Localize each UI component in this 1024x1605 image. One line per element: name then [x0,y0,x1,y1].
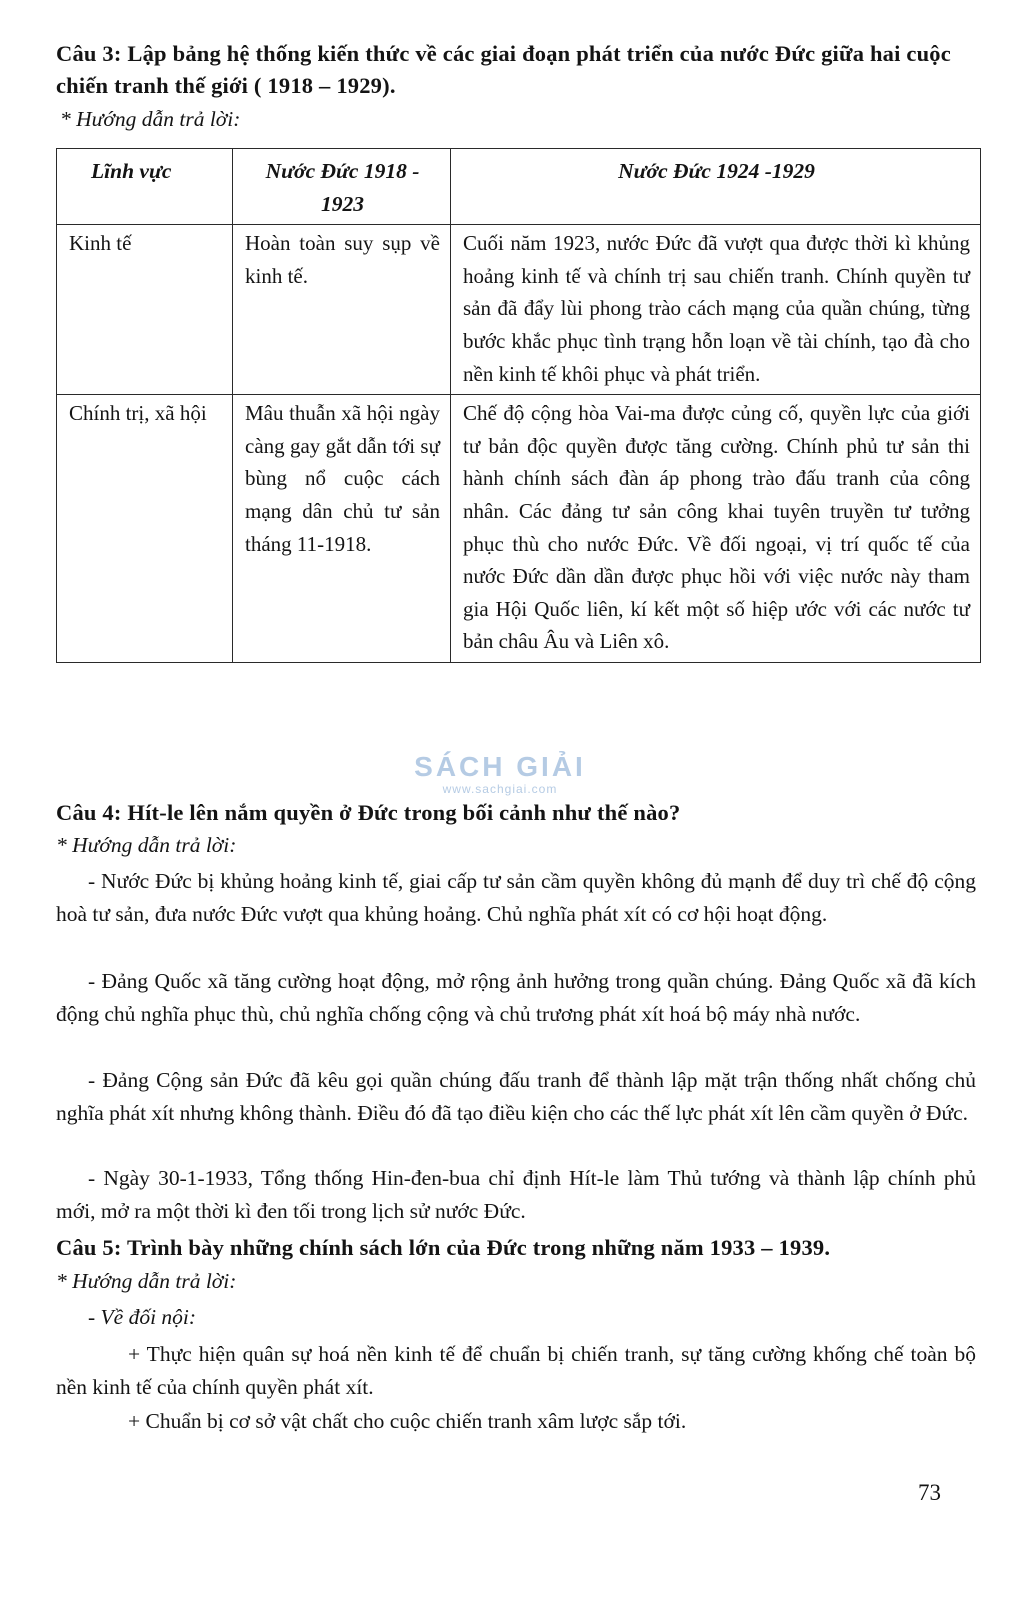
cell-period-1: Hoàn toàn suy sụp về kinh tế. [233,225,451,395]
cell-period-2: Cuối năm 1923, nước Đức đã vượt qua được thời kì khủng hoảng kinh tế và chính trị sau chiến tranh. Chính quyền tư sản đã đẩy lùi phong trào cách mạng của quần chúng, từng bước khắc phục tình trạng hỗn loạn về tài chính, tạo đà cho nền kinh tế khôi phục và phát triển. [451,225,981,395]
watermark-logo [400,752,600,796]
question-4-title: Câu 4: Hít-le lên nắm quyền ở Đức trong bối cảnh như thế nào? [56,800,681,825]
question-4-paragraph-1: - Nước Đức bị khủng hoảng kinh tế, giai cấp tư sản cầm quyền không đủ mạnh để duy trì chế độ cộng hoà tư sản, đưa nước Đức vượt qua khủng hoảng. Chủ nghĩa phát xít có cơ hội hoạt động. [56,869,976,926]
table-row [57,395,981,663]
cell-period-1: Mâu thuẫn xã hội ngày càng gay gắt dẫn tới sự bùng nổ cuộc cách mạng dân chủ tư sản tháng 11-1918. [233,395,451,663]
header-field: Lĩnh vực [57,149,233,225]
header-period-1918-1923: Nước Đức 1918 - 1923 [233,149,451,225]
cell-period-2: Chế độ cộng hòa Vai-ma được củng cố, quyền lực của giới tư bản độc quyền được tăng cường. Chính phủ tư sản thi hành chính sách đàn áp phong trào đấu tranh của công nhân. Các đảng tư sản công khai tuyên truyền tư tưởng phục thù cho nước Đức. Về đối ngoại, vị trí quốc tế của nước Đức dần dần được phục hồi với việc nước này tham gia Hội Quốc liên, kí kết một số hiệp ước với các nước tư bản châu Âu và Liên xô. [451,395,981,663]
question-5-hint: * Hướng dẫn trả lời: [56,1269,237,1293]
question-5-item-1: + Thực hiện quân sự hoá nền kinh tế để chuẩn bị chiến tranh, sự tăng cường khống chế toàn bộ nền kinh tế của chính quyền phát xít. [56,1342,976,1399]
question-4-hint: * Hướng dẫn trả lời: [56,833,237,857]
table-header-row [57,149,981,225]
question-3-title: Câu 3: Lập bảng hệ thống kiến thức về các giai đoạn phát triển của nước Đức giữa hai cuộc chiến tranh thế giới ( 1918 – 1929). [56,41,951,98]
cell-field: Chính trị, xã hội [57,395,233,663]
page-number: 73 [918,1480,941,1505]
question-5-subheading: - Về đối nội: [88,1305,197,1329]
question-3-hint: * Hướng dẫn trả lời: [60,107,241,131]
header-period-1924-1929: Nước Đức 1924 -1929 [451,149,981,225]
question-4-paragraph-4: - Ngày 30-1-1933, Tổng thống Hin-đen-bua chỉ định Hít-le làm Thủ tướng và thành lập chính phủ mới, mở ra một thời kì đen tối trong lịch sử nước Đức. [56,1166,976,1223]
table-row [57,225,981,395]
question-5-title: Câu 5: Trình bày những chính sách lớn của Đức trong những năm 1933 – 1939. [56,1235,831,1260]
cell-field: Kinh tế [57,225,233,395]
watermark-text: SÁCH GIẢI [414,751,586,782]
knowledge-table [56,148,981,663]
question-4-paragraph-3: - Đảng Cộng sản Đức đã kêu gọi quần chúng đấu tranh để thành lập mặt trận thống nhất chống chủ nghĩa phát xít nhưng không thành. Điều đó đã tạo điều kiện cho các thế lực phát xít lên cầm quyền ở Đức. [56,1068,976,1125]
question-5-item-2: + Chuẩn bị cơ sở vật chất cho cuộc chiến tranh xâm lược sắp tới. [128,1409,687,1433]
question-4-paragraph-2: - Đảng Quốc xã tăng cường hoạt động, mở rộng ảnh hưởng trong quần chúng. Đảng Quốc xã đã kích động chủ nghĩa phục thù, chủ nghĩa chống cộng và chủ trương phát xít hoá bộ máy nhà nước. [56,969,976,1026]
watermark-url: www.sachgiai.com [442,782,558,796]
